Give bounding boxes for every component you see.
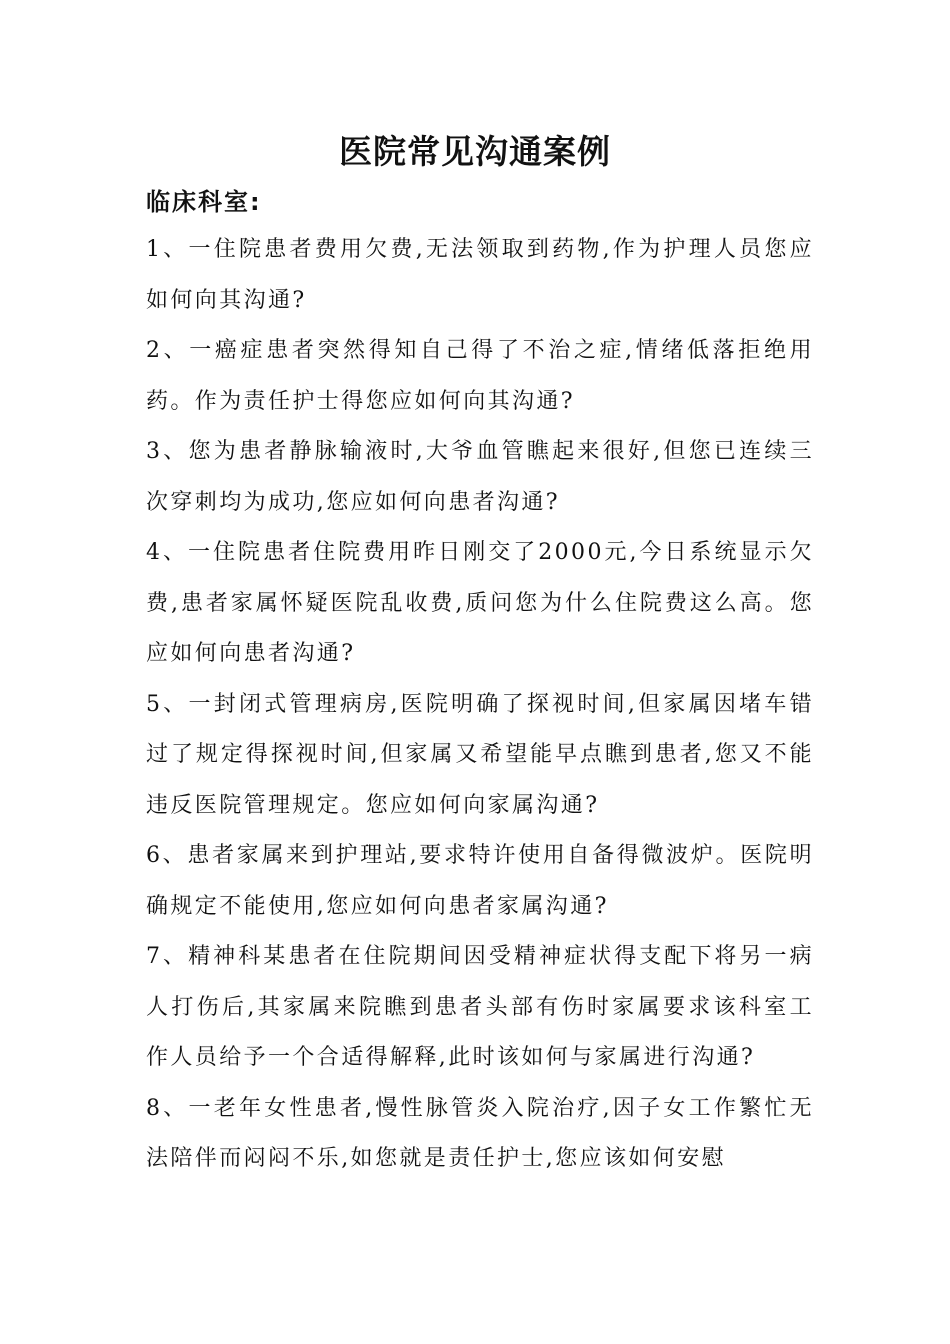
question-item-2: 2、一癌症患者突然得知自己得了不治之症,情绪低落拒绝用药。作为责任护士得您应如何向其沟通? (146, 338, 814, 414)
question-item-8: 8、一老年女性患者,慢性脉管炎入院治疗,因子女工作繁忙无法陪伴而闷闷不乐,如您就是责任护士,您应该如何安慰 (146, 1095, 814, 1171)
question-item-4: 4、一住院患者住院费用昨日刚交了2000元,今日系统显示欠费,患者家属怀疑医院乱收费,质问您为什么住院费这么高。您应如何向患者沟通? (146, 540, 814, 666)
question-item-5: 5、一封闭式管理病房,医院明确了探视时间,但家属因堵车错过了规定得探视时间,但家属又希望能早点瞧到患者,您又不能违反医院管理规定。您应如何向家属沟通? (146, 691, 814, 818)
question-item-1: 1、一住院患者费用欠费,无法领取到药物,作为护理人员您应如何向其沟通? (146, 237, 814, 313)
page-title: 医院常见沟通案例 (339, 132, 611, 171)
section-heading: 临床科室: (146, 188, 262, 216)
question-item-6: 6、患者家属来到护理站,要求特许使用自备得微波炉。医院明确规定不能使用,您应如何向患者家属沟通? (146, 843, 814, 919)
question-item-7: 7、精神科某患者在住院期间因受精神症状得支配下将另一病人打伤后,其家属来院瞧到患者头部有伤时家属要求该科室工作人员给予一个合适得解释,此时该如何与家属进行沟通? (146, 944, 814, 1070)
question-item-3: 3、您为患者静脉输液时,大爷血管瞧起来很好,但您已连续三次穿刺均为成功,您应如何向患者沟通? (146, 439, 814, 515)
question-list (146, 225, 814, 1185)
